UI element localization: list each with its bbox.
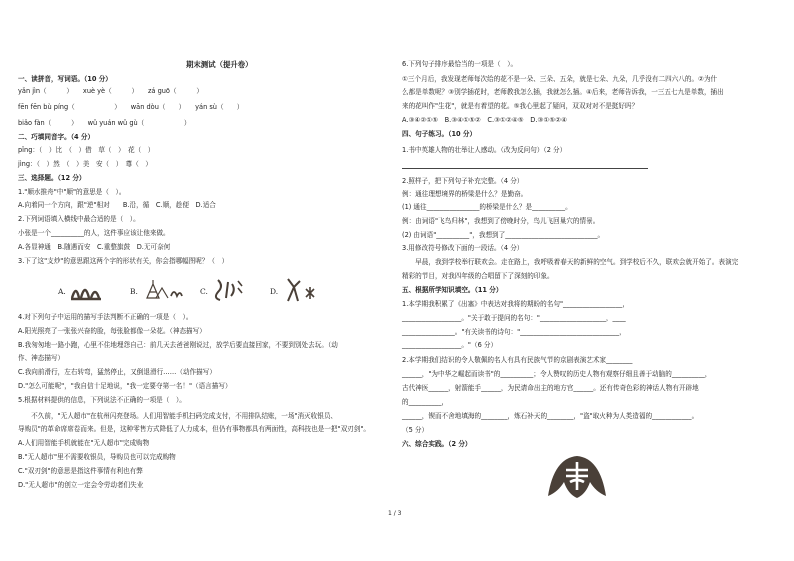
line: D."怎么可能呢"，"我自信十足地说，"我一定要夺第一名！"（语言描写） — [18, 382, 232, 390]
line: ______，"为中华之崛起而读书"的__________；令人赞叹的历史人物有观察仔细且善于动脑的__________， — [402, 370, 712, 378]
line: D."无人超市"的创立一定会令劳动者们失业 — [18, 481, 144, 489]
line: A.各显神通 B.随遇而安 C.重整旗鼓 D.无可奈何 — [18, 243, 171, 251]
section-4: 四、句子练习。（10 分） — [402, 130, 477, 138]
option-b-label: B. — [130, 287, 138, 296]
line: 来的花叫作"生花"，就是有着望的花。⑤我心里起了疑问，双双对对不是挺好吗？ — [402, 102, 639, 110]
ancient-glyph-a-icon — [70, 280, 104, 302]
right-column — [402, 0, 762, 561]
section-6: 六、综合实践。（2 分） — [402, 440, 472, 448]
section-5: 五、根据所学知识填空。（11 分） — [402, 286, 503, 294]
line: A.人们用智能手机就能在"无人超市"完成购物 — [18, 439, 150, 447]
page-number: 1 / 3 — [388, 510, 402, 517]
question-5: 5.根据材料提供的信息，下列说法不正确的一项是（ ）。 — [18, 396, 186, 404]
question-1: 1."顺水推舟"中"顺"的意思是（ ）。 — [18, 188, 126, 196]
line: fēn fēn bù píng（ ） wān dòu（ ） yán sù（ ） — [18, 103, 244, 111]
line: pǐng：（ ）比 （ ）借 草（ ） 花（ ） — [18, 146, 155, 154]
ancient-glyph-c-icon — [214, 278, 244, 302]
ancient-glyph-b-icon — [144, 278, 184, 302]
line: 3.用修改符号修改下面的一段话。（4 分） — [402, 244, 524, 252]
line: C.我向前滑行，左右转弯，猛然停止，又倒退滑行……（动作描写） — [18, 368, 216, 376]
line: 古代神医______，射箭能手______，为民请命出主的地方官______。还有传奇色彩的神话人物有开辟地 — [402, 384, 699, 392]
line: B."无人超市"里不需要收银员，导购员也可以完成购物 — [18, 453, 176, 461]
option-c-label: C. — [200, 287, 208, 296]
page-title: 期末测试（提升卷） — [186, 60, 253, 69]
line: 例：通往理想境界的桥梁是什么？是勤奋。 — [402, 190, 528, 198]
line: 么都是单数呢？③别学插花时，老师教我怎么插，我就怎么插。④后来，老师告诉我，一三五七九是单数，插出 — [402, 88, 724, 96]
left-column — [18, 0, 378, 561]
line: A.向着同一个方向，跟"逆"相对 B.沿，循 C.顺，趁便 D.适合 — [18, 201, 216, 209]
line: A.③④②①⑤ B.③④①⑤② C.③①②④⑤ D.③①⑤②④ — [402, 116, 567, 124]
line: ________________。"有关读书的诗句："______________________________， — [402, 328, 626, 336]
section-3: 三、选择题。（12 分） — [18, 174, 86, 182]
ancient-glyph-d-icon — [284, 277, 316, 303]
line: A.阳光照亮了一张张兴奋的脸，每张脸都像一朵花。（神态描写） — [18, 327, 206, 335]
line: 作、神态描写） — [18, 354, 65, 362]
line: ______，锲而不舍地填海的________，炼石补天的________，"盗"取火种为人类造福的____________。 — [402, 412, 699, 420]
question-6: 6.下列句子排序最恰当的一项是（ ）。 — [402, 60, 518, 68]
line: （5 分） — [402, 426, 429, 434]
line: 小张是一个__________的人，这件事应该让他来做。 — [18, 229, 170, 237]
line: jìng：（ ）然 （ ）美 安（ ） 尊（ ） — [18, 160, 153, 168]
answer-line — [402, 168, 648, 169]
line: 2.照样子，把下列句子补充完整。（4 分） — [402, 177, 524, 185]
line: B.我匆匆地一路小跑，心里不住地埋怨自己：前几天去爸爸刚说过，放学后要直接回家，不要到别处去玩。（动 — [18, 341, 338, 349]
seal-logo-icon — [546, 452, 608, 500]
line: 的__________， — [402, 398, 449, 406]
section-2: 二、巧填同音字。（4 分） — [18, 133, 95, 141]
line: ①三个月后，我发现老师每次给的花不是一朵、三朵、五朵，就是七朵、九朵，几乎没有二四六八的。②为什 — [402, 75, 718, 83]
option-a-label: A. — [58, 287, 66, 296]
question-3: 3.下了这"支炒"的意思跟这两个字的形状有关，你会指哪幅图呢？（ ） — [18, 257, 229, 265]
line: 1.书中英雄人物的壮举让人感动。（改为反问句）（2 分） — [402, 146, 567, 154]
passage-line: 精彩的节目，对我四年级的合唱留下了深刻的印象。 — [402, 272, 554, 280]
question-4: 4.对下列句子中运用的描写手法判断不正确的一项是（ ）。 — [18, 313, 193, 321]
section-1: 一、读拼音，写词语。（10 分） — [18, 75, 112, 83]
line: 1.本学期我积累了《出塞》中表达对我将的期盼的名句"__________________， — [402, 300, 629, 308]
line: (1) 通往________________的桥梁是什么？是__________。 — [402, 203, 572, 211]
line: yǎn jìn（ ） xuè yè（ ） zá guō（ ） — [18, 87, 203, 95]
passage-line: 导购员"的革命席席卷而来。但是，这种零售方式降低了人力成本，但仍有事物都具有两面性，高科技也是一把"双刃剑"。 — [18, 425, 370, 433]
passage-line: 不久前，"无人超市"在杭州闪亮登场。人们用智能手机扫码完成支付，不用排队结账，一场"消灭收银员、 — [18, 412, 338, 420]
option-d-label: D. — [270, 287, 279, 296]
line: C."双刃剑"的意思是指这件事情有利也有弊 — [18, 467, 143, 475]
line: __________________。"关于敢于提问的名句："____________________，____ — [402, 314, 626, 322]
line: biǎo fàn（ ） wǔ yuán wǔ gù（ ） — [18, 119, 191, 127]
question-2: 2.下列词语填入横线中最合适的是（ ）。 — [18, 215, 140, 223]
line: __________________。"（6 分） — [402, 341, 498, 349]
line: (2) 由词语"__________"，我想到了____________________________。 — [402, 231, 605, 239]
line: 例：由词语"飞鸟归林"，我想到了傍晚时分，鸟儿飞回巢穴的情景。 — [402, 217, 600, 225]
passage-line: 早晨，我到学校举行联欢会。走在路上，我呼吸着春天的新鲜的空气。到学校后不久，联欢会就开始了。表演完 — [402, 258, 739, 266]
line: 2.本学期我们结识的令人敬佩的名人有具有民族气节的京剧表演艺术家________ — [402, 356, 633, 364]
